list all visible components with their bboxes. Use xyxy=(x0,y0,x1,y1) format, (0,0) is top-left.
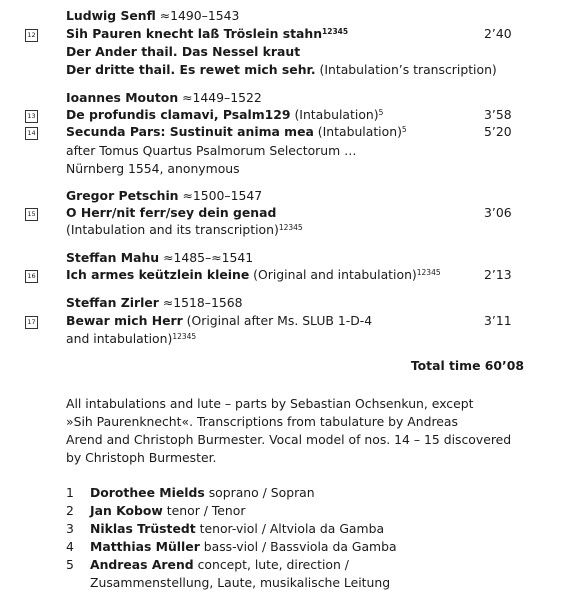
track-title xyxy=(66,267,441,283)
footnote-sup: 12345 xyxy=(322,27,349,36)
performer-name: Andreas Arend xyxy=(90,557,194,572)
track-title-text: Ich armes keützlein kleine xyxy=(66,267,250,282)
credits-line: »Sih Paurenknecht«. Transcriptions from tabulature by Andreas xyxy=(66,414,458,429)
composer-name: Steffan Zirler xyxy=(66,295,159,310)
composer-dates: ≈1449–1522 xyxy=(182,90,262,105)
composer-dates: ≈1500–1547 xyxy=(182,188,263,203)
performer-role: concept, lute, direction / xyxy=(193,557,349,572)
track-note: (Original after Ms. SLUB 1-D-4 xyxy=(182,313,373,328)
track-duration: 3’11 xyxy=(484,313,512,328)
performer-role: bass-viol / Bassviola da Gamba xyxy=(199,539,397,554)
credits-line: All intabulations and lute – parts by Sebastian Ochsenkun, except xyxy=(66,396,474,411)
track-note: (Intabulation) xyxy=(290,107,379,122)
performer-number: 4 xyxy=(66,539,74,554)
performer-name: Jan Kobow xyxy=(90,503,163,518)
track-note: (Intabulation) xyxy=(313,124,402,139)
composer-name: Steffan Mahu xyxy=(66,250,160,265)
composer-dates: ≈1490–1543 xyxy=(159,8,240,23)
track-note xyxy=(66,331,196,347)
track-title xyxy=(66,26,348,42)
track-note: (Intabulation’s transcription) xyxy=(315,62,497,77)
performer-role: soprano / Sopran xyxy=(204,485,315,500)
performer-entry xyxy=(90,485,315,501)
footnote-sup: 12345 xyxy=(278,223,303,232)
performer-role: tenor / Tenor xyxy=(162,503,246,518)
track-number-box: 17 xyxy=(25,316,38,329)
footnote-sup: 12345 xyxy=(172,332,197,341)
composer-name: Ludwig Senfl xyxy=(66,8,156,23)
composer-line xyxy=(66,250,253,266)
track-duration: 3’06 xyxy=(484,205,512,220)
performer-name: Matthias Müller xyxy=(90,539,200,554)
footnote-sup: 5 xyxy=(378,108,384,117)
track-duration: 5’20 xyxy=(484,124,512,139)
composer-line xyxy=(66,188,262,204)
total-time: Total time 60’08 xyxy=(410,358,524,373)
track-number-box: 12 xyxy=(25,29,38,42)
composer-name: Ioannes Mouton xyxy=(66,90,179,105)
track-title xyxy=(66,124,407,140)
performer-role: tenor-viol / Altviola da Gamba xyxy=(195,521,385,536)
composer-dates: ≈1518–1568 xyxy=(162,295,243,310)
credits-line: by Christoph Burmester. xyxy=(66,450,217,465)
track-title-text: De profundis clamavi, Psalm129 xyxy=(66,107,291,122)
performer-number: 2 xyxy=(66,503,74,518)
performer-number: 1 xyxy=(66,485,74,500)
track-note-text: (Intabulation and its transcription) xyxy=(66,222,279,237)
track-title-text: Sih Pauren knecht laß Tröslein stahn xyxy=(66,26,323,41)
track-duration: 3’58 xyxy=(484,107,512,122)
track-title-text: Secunda Pars: Sustinuit anima mea xyxy=(66,124,314,139)
source-note: after Tomus Quartus Psalmorum Selectorum … xyxy=(66,143,357,158)
track-title-part3 xyxy=(66,62,497,78)
performer-entry xyxy=(90,539,397,555)
track-title-text: Der dritte thail. Es rewet mich sehr. xyxy=(66,62,316,77)
track-note-text: and intabulation) xyxy=(66,331,173,346)
performer-entry xyxy=(90,503,245,519)
credits-line: Arend and Christoph Burmester. Vocal model of nos. 14 – 15 discovered xyxy=(66,432,512,447)
performer-number: 5 xyxy=(66,557,74,572)
track-number-box: 13 xyxy=(25,110,38,123)
performer-name: Niklas Trüstedt xyxy=(90,521,196,536)
track-title-part2: Der Ander thail. Das Nessel kraut xyxy=(66,44,301,59)
track-duration: 2’13 xyxy=(484,267,512,282)
composer-line xyxy=(66,90,262,106)
composer-line xyxy=(66,8,239,24)
track-note: (Original and intabulation) xyxy=(249,267,417,282)
track-number-box: 16 xyxy=(25,270,38,283)
track-title xyxy=(66,313,372,329)
footnote-sup: 12345 xyxy=(416,268,441,277)
source-note: Nürnberg 1554, anonymous xyxy=(66,161,240,176)
track-title xyxy=(66,107,383,123)
composer-dates: ≈1485–≈1541 xyxy=(163,250,254,265)
track-number-box: 14 xyxy=(25,127,38,140)
track-number-box: 15 xyxy=(25,208,38,221)
track-duration: 2’40 xyxy=(484,26,512,41)
performer-role-continued: Zusammenstellung, Laute, musikalische Leitung xyxy=(90,575,391,590)
performer-entry xyxy=(90,557,349,573)
composer-name: Gregor Petschin xyxy=(66,188,179,203)
track-title-text: Bewar mich Herr xyxy=(66,313,183,328)
performer-number: 3 xyxy=(66,521,74,536)
composer-line xyxy=(66,295,243,311)
track-title: O Herr/nit ferr/sey dein genad xyxy=(66,205,277,220)
performer-entry xyxy=(90,521,384,537)
footnote-sup: 5 xyxy=(401,125,407,134)
performer-name: Dorothee Mields xyxy=(90,485,205,500)
track-note xyxy=(66,222,303,238)
